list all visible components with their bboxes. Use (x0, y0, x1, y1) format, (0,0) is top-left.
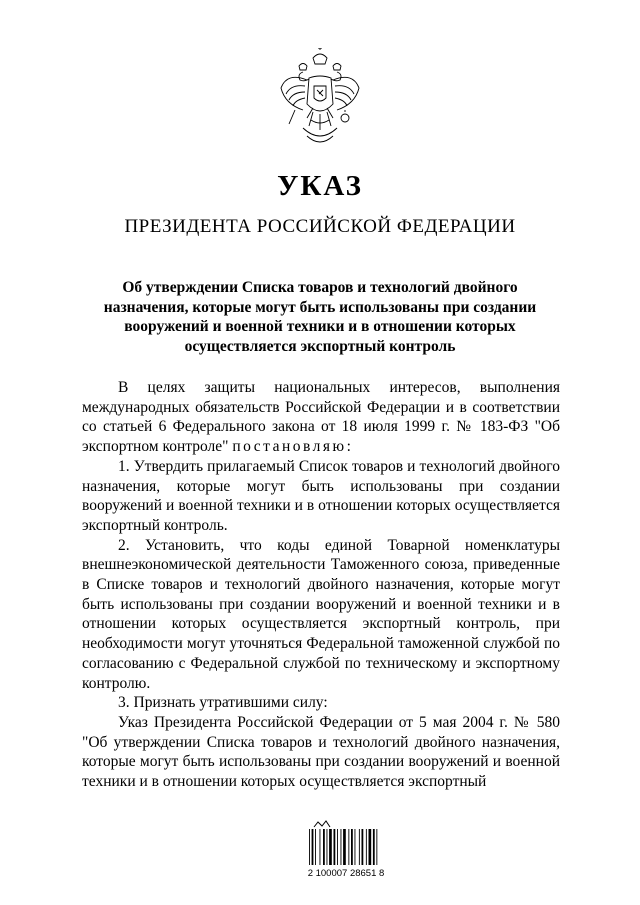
barcode-mark-icon (312, 820, 332, 828)
clause-3-paragraph: 3. Признать утратившими силу: (118, 694, 328, 712)
clause-2-paragraph: 2. Установить, что коды единой Товарной номенклатуры внешнеэкономической деятельности Таможенного союза, приведенные в Списке товаров и технологий двойного назначения, которые могут быть использованы при создании вооружений и военной техники и в отношении которых осуществляется экспортный контроль, при необходимости могут уточняться Федеральной таможенной службой по согласованию с Федеральной службой по техническому и экспортному контролю. (82, 536, 560, 692)
coat-of-arms-emblem-icon (273, 48, 367, 156)
barcode-number: 2 100007 28651 8 (307, 868, 385, 879)
barcode (296, 820, 396, 882)
preamble-paragraph (82, 378, 560, 457)
decree-word: постановляю: (232, 438, 354, 456)
heading-line: вооружений и военной техники и в отношении которых (124, 318, 516, 335)
document-title: УКАЗ (277, 170, 363, 202)
decree-body (82, 378, 560, 792)
preamble-text: В целях защиты национальных интересов, выполнения международных обязательств Российской Федерации и в соответствии со статьей 6 Федерального закона от 18 июля 1999 г. № 183-ФЗ "Об экспортном контроле" (82, 379, 560, 456)
clause-3-item-1-paragraph: Указ Президента Российской Федерации от 5 мая 2004 г. № 580 "Об утверждении Списка товаров и технологий двойного назначения, которые могут быть использованы при создании вооружений и военной техники и в отношении которых осуществляется экспортный (82, 713, 560, 791)
document-subtitle: ПРЕЗИДЕНТА РОССИЙСКОЙ ФЕДЕРАЦИИ (124, 216, 516, 237)
heading-line: назначения, которые могут быть использованы при создании (103, 298, 537, 316)
barcode-icon (308, 829, 384, 865)
heading-line: осуществляется экспортный контроль (184, 337, 456, 355)
clause-1-paragraph: 1. Утвердить прилагаемый Список товаров и технологий двойного назначения, которые могут быть использованы при создании вооружений и военной техники и в отношении которых осуществляется экспортный контроль. (82, 457, 560, 534)
decree-heading (60, 278, 580, 356)
heading-line: Об утверждении Списка товаров и технологий двойного (122, 279, 518, 296)
